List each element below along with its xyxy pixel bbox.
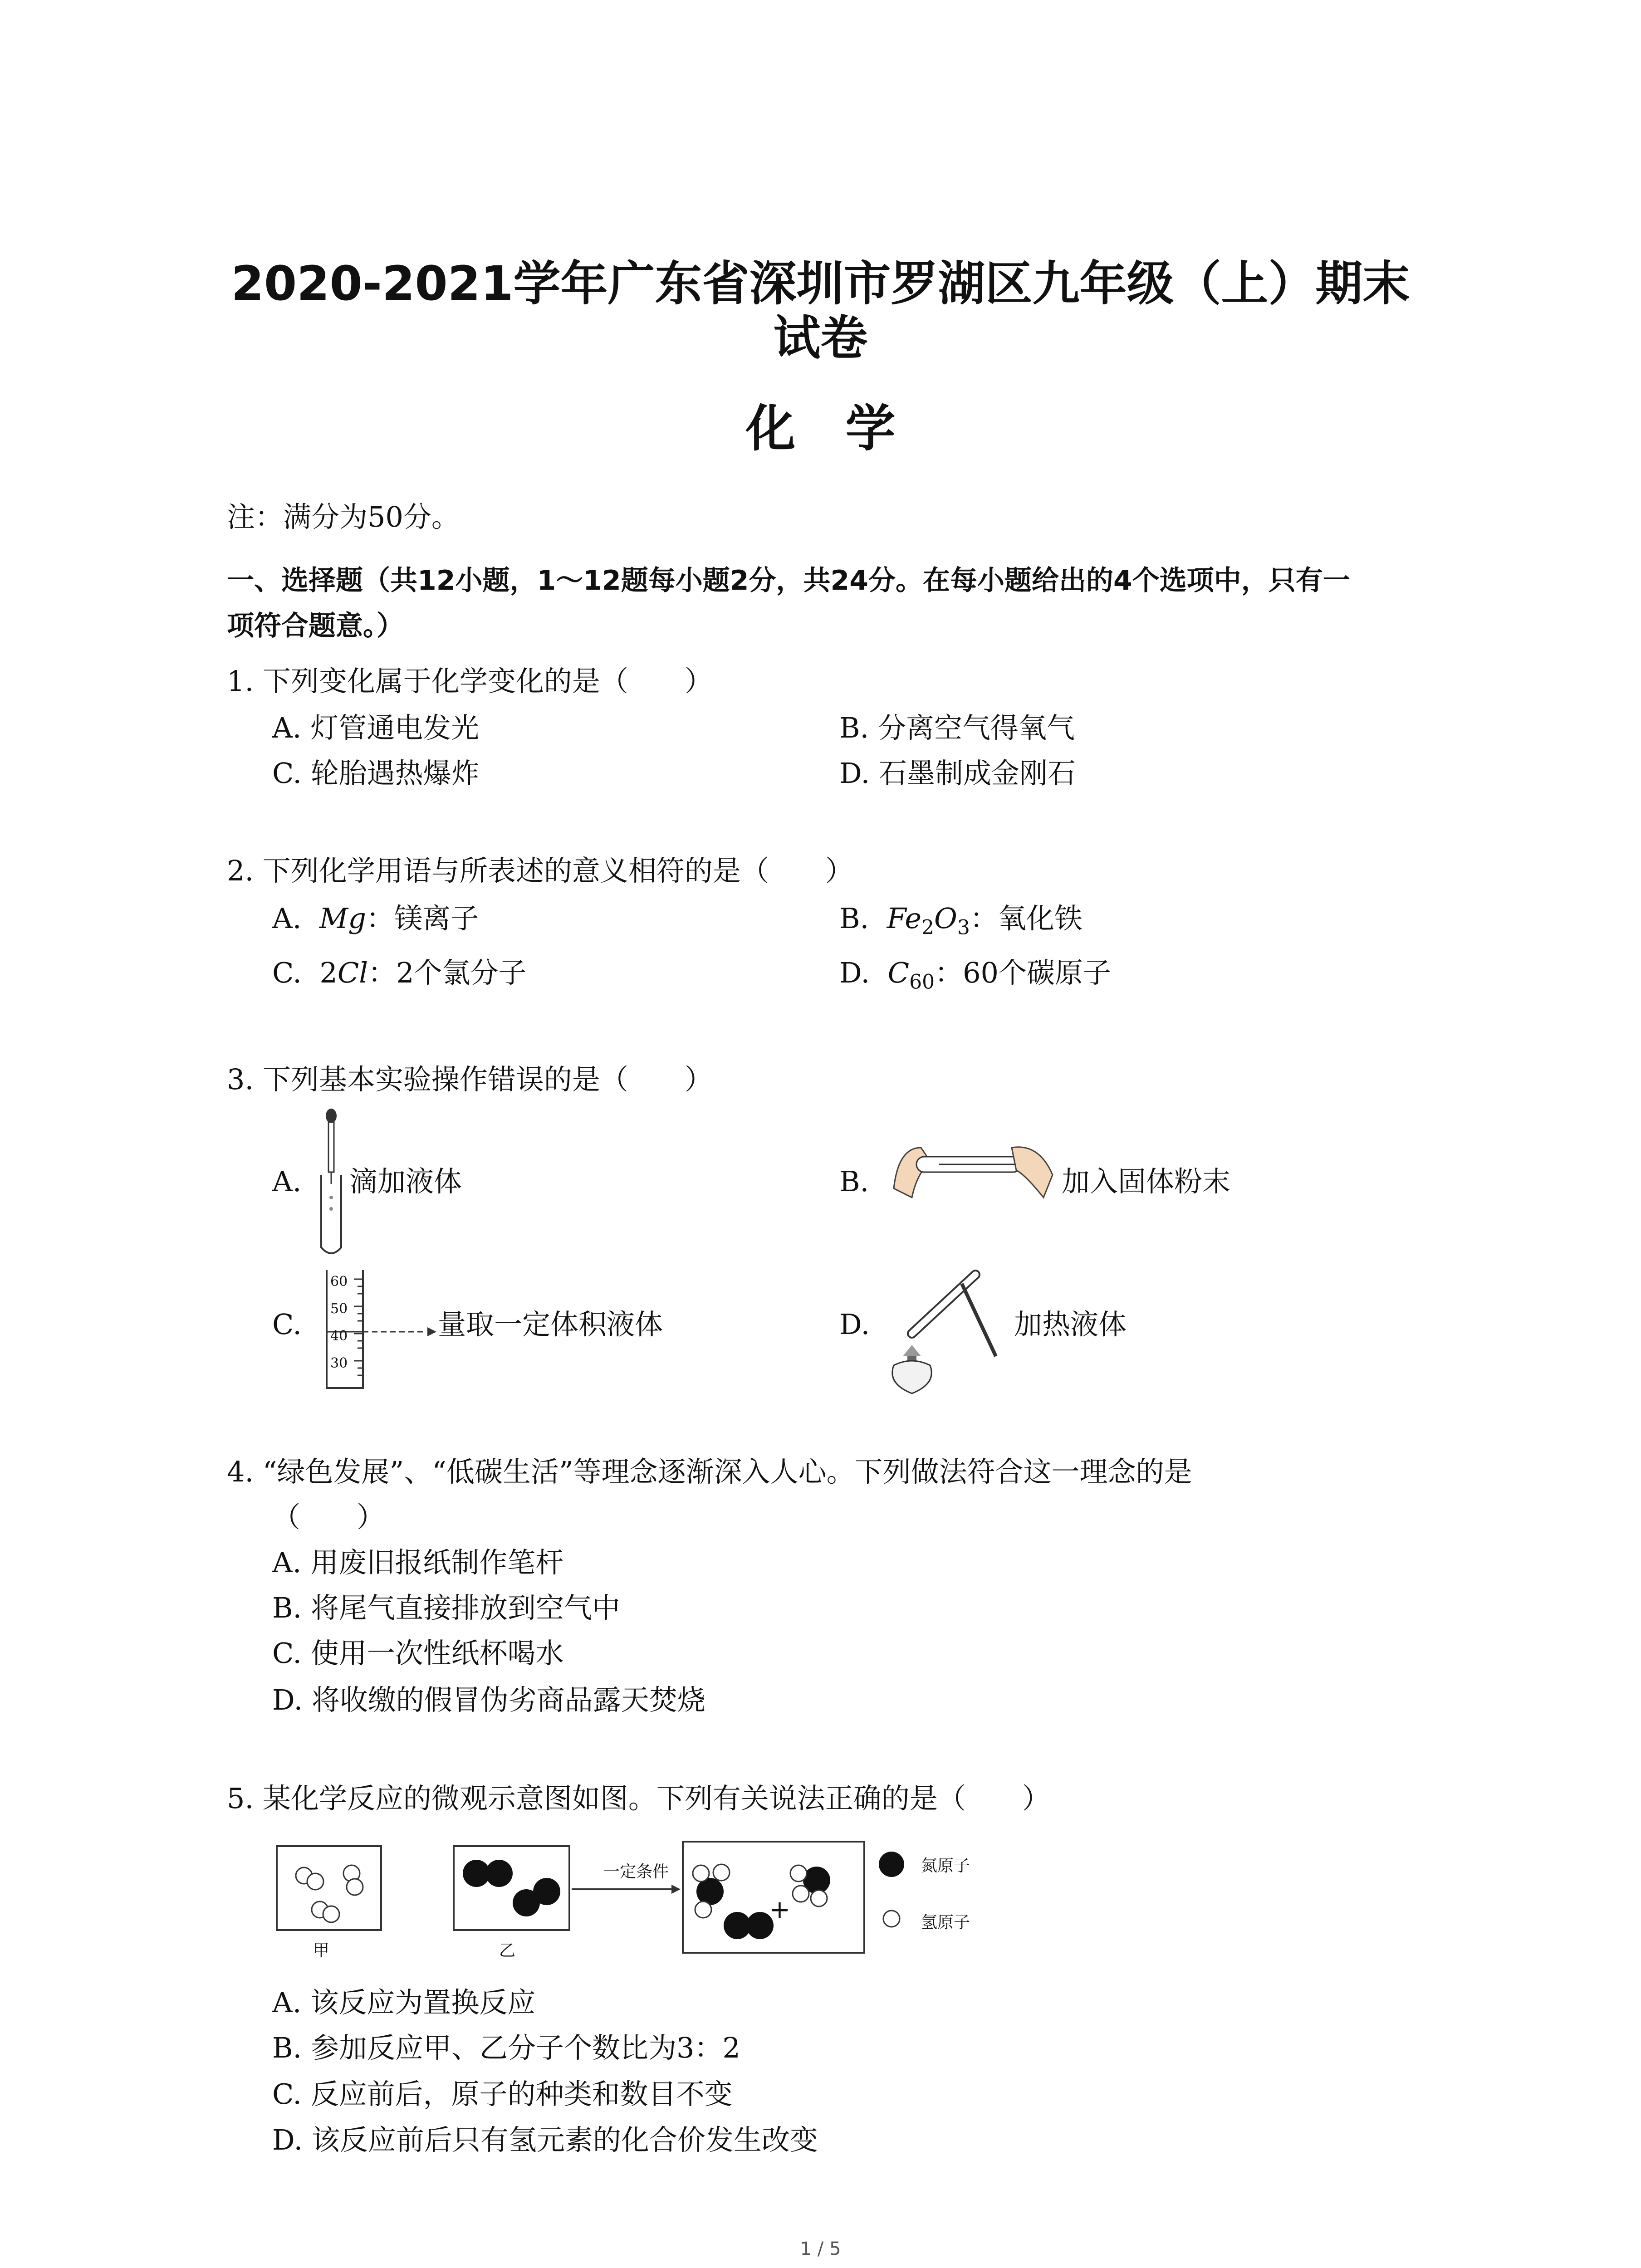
q4-option-c: C. 使用一次性纸杯喝水 [272,1637,564,1670]
cylinder-tick-40: 40 [330,1328,348,1344]
q1-option-a: A. 灯管通电发光 [272,711,480,744]
q5-stem: 5. 某化学反应的微观示意图如图。下列有关说法正确的是（ ） [227,1782,1050,1815]
page-number: 1 / 5 [800,2239,841,2259]
reaction-condition: 一定条件 [603,1862,669,1881]
cylinder-tick-60: 60 [330,1274,348,1290]
q2-b-text: ：氧化铁 [970,902,1083,935]
section-header-line1: 一、选择题（共12小题，1～12题每小题2分，共24分。在每小题给出的4个选项中，只有一 [227,565,1350,596]
q2-c-formula: Cl [337,956,368,989]
q1-option-d: D. 石墨制成金刚石 [839,757,1076,790]
q3-a-text: 滴加液体 [349,1165,462,1198]
q2-a-label: A. [272,902,302,935]
q3-b-text: 加入固体粉末 [1062,1165,1231,1198]
q2-stem: 2. 下列化学用语与所表述的意义相符的是（ ） [227,854,853,887]
q2-d-text: ：60个碳原子 [935,956,1111,989]
cylinder-tick-50: 50 [330,1301,348,1317]
q1-option-c: C. 轮胎遇热爆炸 [272,757,480,790]
q4-option-a: A. 用废旧报纸制作笔杆 [272,1546,564,1579]
legend-nitrogen: 氮原子 [921,1857,970,1875]
q5-option-c: C. 反应前后，原子的种类和数目不变 [272,2077,733,2111]
q4-stem: 4. “绿色发展”、“低碳生活”等理念逐渐深入人心。下列做法符合这一理念的是 [227,1455,1192,1488]
q2-d-sub: 60 [909,970,935,994]
powder-spatula-illustration [889,1120,1057,1225]
q3-d-text: 加热液体 [1014,1308,1127,1341]
q1-option-b: B. 分离空气得氧气 [839,711,1075,744]
cylinder-tick-30: 30 [330,1355,348,1371]
q3-c-text: 量取一定体积液体 [438,1308,663,1341]
q3-c-label: C. [272,1308,302,1341]
q2-b-sub2: 3 [957,916,970,939]
label-jia: 甲 [313,1941,330,1960]
q2-b-formula-o: O [934,902,957,935]
q4-option-d: D. 将收缴的假冒伪劣商品露天焚烧 [272,1683,705,1716]
q2-c-text: ：2个氯分子 [368,956,527,989]
q2-d-formula: C [887,956,910,989]
label-yi: 乙 [499,1941,516,1960]
q2-b-label: B. [839,902,869,935]
exam-title-line2: 试卷 [773,310,868,366]
q2-option-a [272,900,479,937]
legend-hydrogen: 氢原子 [921,1913,970,1932]
q2-a-text: ：镁离子 [366,902,479,935]
exam-title-line1: 2020-2021学年广东省深圳市罗湖区九年级（上）期末 [231,256,1410,311]
q2-c-num: 2 [319,956,338,989]
q5-option-d: D. 该反应前后只有氢元素的化合价发生改变 [272,2123,818,2156]
dropper-test-tube-illustration [313,1107,349,1261]
subject-title: 化学 [745,400,945,458]
q2-c-label: C. [272,956,302,989]
q4-stem-paren: （ ） [272,1501,385,1534]
q2-a-formula: Mg [319,902,367,935]
q3-stem: 3. 下列基本实验操作错误的是（ ） [227,1063,713,1096]
q4-option-b: B. 将尾气直接排放到空气中 [272,1591,620,1624]
plus-sign: + [769,1895,790,1925]
q1-stem: 1. 下列变化属于化学变化的是（ ） [227,665,713,698]
q3-b-label: B. [839,1165,869,1198]
q2-b-formula-fe: Fe [887,902,922,935]
q2-option-c [272,955,527,991]
q5-option-b: B. 参加反应甲、乙分子个数比为3：2 [272,2031,740,2064]
section-header-line2: 项符合题意。） [227,610,404,642]
q5-option-a: A. 该反应为置换反应 [272,1986,536,2019]
heating-liquid-illustration [885,1266,1012,1402]
q2-option-d [839,955,1111,1000]
q2-b-sub1: 2 [921,916,935,939]
score-note: 注：满分为50分。 [227,500,460,533]
q2-d-label: D. [839,956,870,989]
q2-option-b [839,900,1083,946]
q3-d-label: D. [839,1308,870,1341]
q3-a-label: A. [272,1165,302,1198]
